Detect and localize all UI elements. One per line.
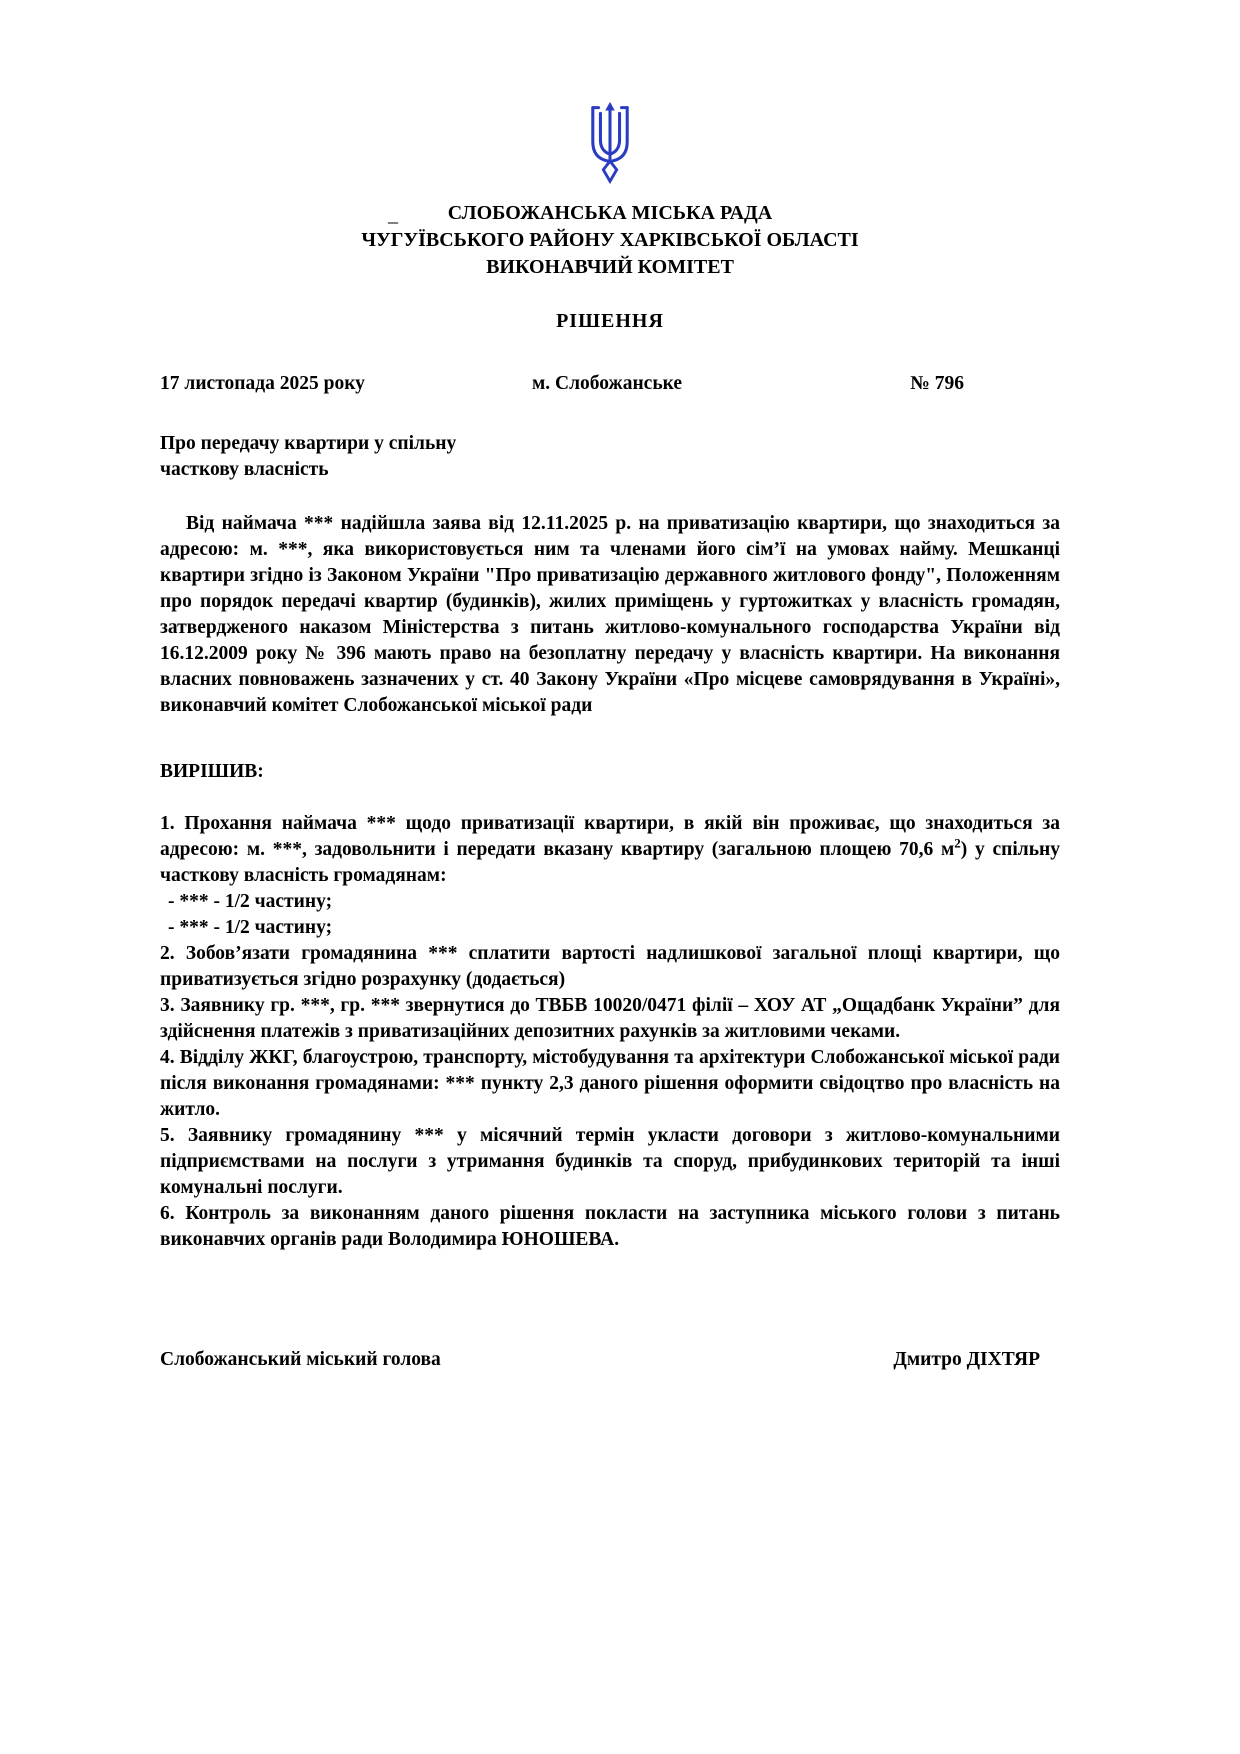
meta-row bbox=[160, 373, 1060, 395]
resolution-item-1 bbox=[160, 811, 1060, 889]
signer-title: Слобожанський міський голова bbox=[160, 1349, 441, 1370]
ukraine-trident-icon bbox=[579, 100, 641, 186]
item1-text-b: ) у спільну часткову власність громадянам: bbox=[160, 839, 1060, 886]
document-number: № 796 bbox=[910, 373, 964, 394]
signature-row bbox=[160, 1349, 1060, 1371]
document-place: м. Слобожанське bbox=[532, 373, 683, 394]
subject-line2: часткову власність bbox=[160, 459, 329, 480]
stray-underscore: _ bbox=[388, 204, 398, 226]
resolution-item-3: 3. Заявнику гр. ***, гр. *** звернутися до ТВБВ 10020/0471 філії – ХОУ АТ „Ощадбанк України” для здійснення платежів з приватизаційних депозитних рахунків за житловими чеками. bbox=[160, 995, 1060, 1042]
document-date: 17 листопада 2025 року bbox=[160, 373, 365, 394]
resolution-items bbox=[160, 811, 1060, 1253]
resolved-label: ВИРІШИВ: bbox=[160, 761, 264, 782]
share-line-1: - *** - 1/2 частину; bbox=[168, 891, 333, 912]
square-meter-superscript: 2 bbox=[954, 835, 961, 851]
org-name-line1: СЛОБОЖАНСЬКА МІСЬКА РАДА bbox=[447, 202, 773, 224]
subject-line1: Про передачу квартири у спільну bbox=[160, 433, 457, 454]
org-header bbox=[160, 200, 1060, 281]
org-name-line2: ЧУГУЇВСЬКОГО РАЙОНУ ХАРКІВСЬКОЇ ОБЛАСТІ bbox=[361, 229, 859, 251]
signer-name: Дмитро ДІХТЯР bbox=[893, 1349, 1040, 1370]
emblem-container bbox=[160, 100, 1060, 188]
resolution-item-6: 6. Контроль за виконанням даного рішення покласти на заступника міського голови з питань виконавчих органів ради Володимира ЮНОШЕВА. bbox=[160, 1203, 1060, 1250]
item1-text-a: 1. Прохання наймача *** щодо приватизації квартири, в якій він проживає, що знаходиться за адресою: м. ***, задовольнити і передати вказану квартиру (загальною площею 70,6 м bbox=[160, 813, 1060, 860]
subject-heading bbox=[160, 431, 1060, 483]
document-type-title: РІШЕННЯ bbox=[556, 310, 664, 332]
org-name-line3: ВИКОНАВЧИЙ КОМІТЕТ bbox=[486, 256, 734, 278]
resolution-item-5: 5. Заявнику громадянину *** у місячний термін укласти договори з житлово-комунальними підприємствами на послуги з утримання будинків та споруд, прибудинкових територій та інші комунальні послуги. bbox=[160, 1125, 1060, 1198]
resolution-item-4: 4. Відділу ЖКГ, благоустрою, транспорту, містобудування та архітектури Слобожанської міської ради після виконання громадянами: *** пункту 2,3 даного рішення оформити свідоцтво про власність на житло. bbox=[160, 1047, 1060, 1120]
share-line-2: - *** - 1/2 частину; bbox=[168, 917, 333, 938]
resolution-item-2: 2. Зобов’язати громадянина *** сплатити вартості надлишкової загальної площі квартири, що приватизується згідно розрахунку (додається) bbox=[160, 943, 1060, 990]
intro-paragraph: Від наймача *** надійшла заява від 12.11.2025 р. на приватизацію квартири, що знаходиться за адресою: м. ***, яка використовується ним та членами його сім’ї на умовах найму. Мешканці квартири згідно із Законом України "Про приватизацію державного житлового фонду", Положенням про порядок передачі квартир (будинків), жилих приміщень у гуртожитках у власність громадян, затвердженого наказом Міністерства з питань житлово-комунального господарства України від 16.12.2009 року № 396 мають право на безоплатну передачу у власність квартири. На виконання власних повноважень зазначених у ст. 40 Закону України «Про місцеве самоврядування в Україні», виконавчий комітет Слобожанської міської ради bbox=[160, 513, 1060, 716]
